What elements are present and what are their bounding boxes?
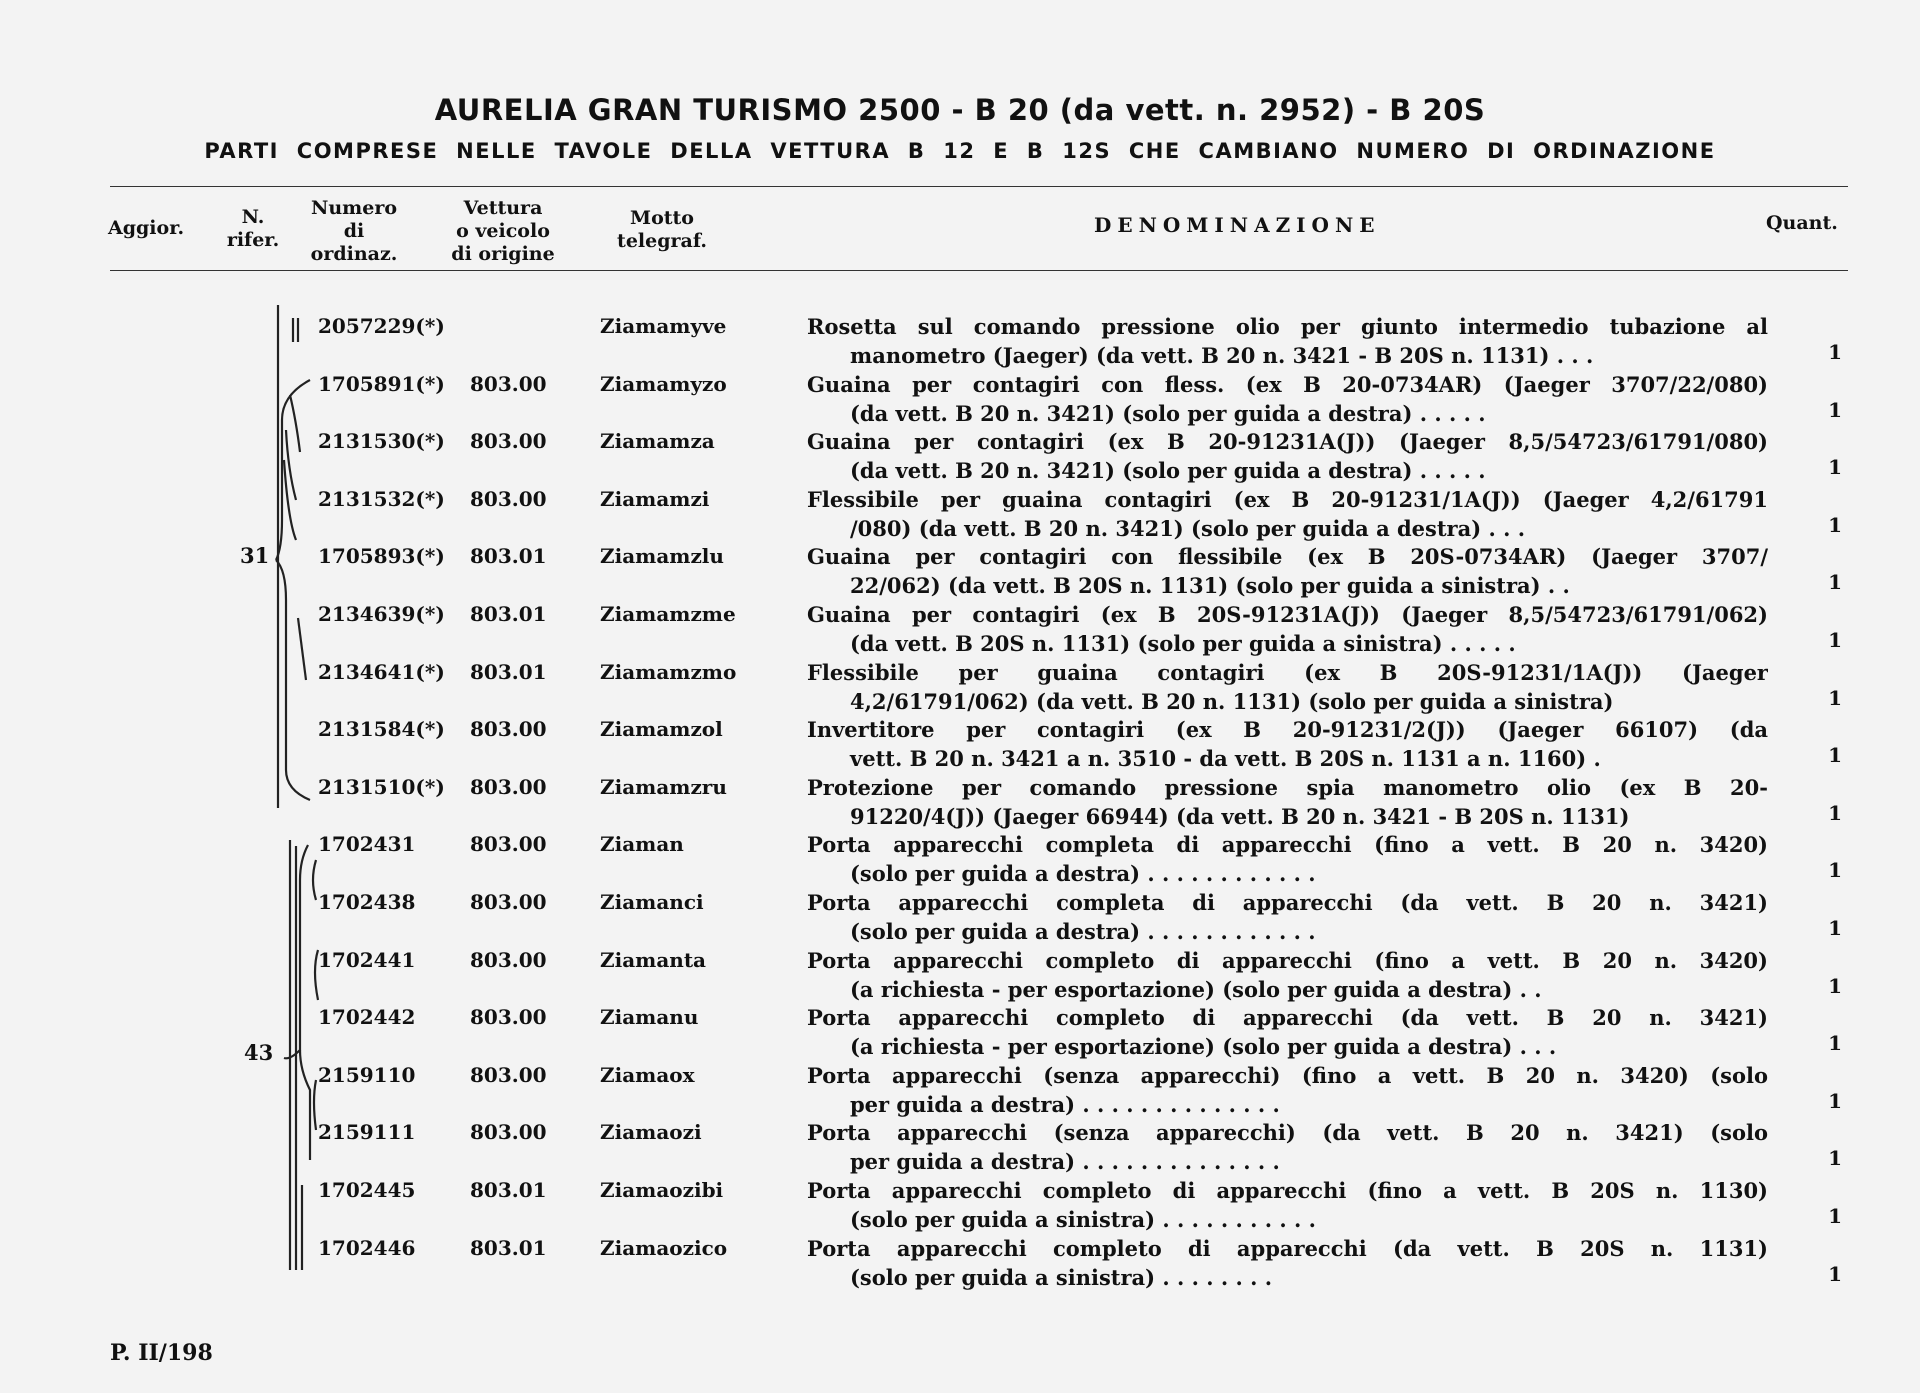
description xyxy=(807,312,1768,370)
header-denominazione: DENOMINAZIONE xyxy=(1094,213,1381,237)
quantity: 1 xyxy=(1828,397,1842,422)
telegraph-motto: Ziaman xyxy=(600,832,684,857)
telegraph-motto: Ziamanta xyxy=(600,947,707,972)
vehicle-origin: 803.01 xyxy=(470,659,547,684)
page-subtitle: PARTI COMPRESE NELLE TAVOLE DELLA VETTURA B 12 E B 12S CHE CAMBIANO NUMERO DI ORDINAZIONE xyxy=(204,139,1716,163)
telegraph-motto: Ziamaozibi xyxy=(600,1178,724,1202)
description xyxy=(807,888,1768,946)
description xyxy=(807,1003,1768,1061)
part-number: 1705891(*) xyxy=(318,371,445,396)
part-number: 2134641(*) xyxy=(318,659,445,684)
telegraph-motto: Ziamaox xyxy=(600,1062,695,1087)
quantity: 1 xyxy=(1828,1204,1842,1228)
description-line-2: 4,2/61791/062) (da vett. B 20 n. 1131) (solo per guida a sinistra) xyxy=(850,688,1614,714)
part-number: 2159110 xyxy=(318,1062,416,1087)
vehicle-origin: 803.00 xyxy=(470,1120,547,1145)
description-line-1: Protezione per comando pressione spia manometro olio (ex B 20- xyxy=(807,774,1768,800)
group-ref-43: 43 xyxy=(244,1040,274,1065)
vehicle-origin: 803.00 xyxy=(470,717,547,742)
vehicle-origin: 803.00 xyxy=(470,371,547,396)
vehicle-origin: 803.00 xyxy=(470,947,547,972)
header-aggior: Aggior. xyxy=(108,217,185,239)
quantity: 1 xyxy=(1828,1261,1842,1286)
description-line-1: Porta apparecchi (senza apparecchi) (da vett. B 20 n. 3421) (solo xyxy=(807,1120,1768,1146)
description-line-1: Porta apparecchi completo di apparecchi (fino a vett. B 20 n. 3420) xyxy=(807,947,1768,973)
header-quant: Quant. xyxy=(1766,212,1838,234)
description xyxy=(807,1118,1768,1176)
part-number: 1702438 xyxy=(318,890,416,914)
telegraph-motto: Ziamanu xyxy=(600,1005,699,1030)
page-number: P. II/198 xyxy=(110,1340,213,1366)
part-number: 2134639(*) xyxy=(318,602,445,626)
description xyxy=(807,1176,1768,1234)
description xyxy=(807,1234,1768,1292)
description xyxy=(807,1061,1768,1119)
vehicle-origin: 803.01 xyxy=(470,602,547,626)
description xyxy=(807,427,1768,485)
description-line-2: (da vett. B 20S n. 1131) (solo per guida a sinistra) . . . . . xyxy=(850,631,1516,656)
description xyxy=(807,600,1768,658)
description-line-2: per guida a destra) . . . . . . . . . . . . . . xyxy=(850,1091,1280,1117)
description-line-1: Guaina per contagiri con fless. (ex B 20-0734AR) (Jaeger 3707/22/080) xyxy=(807,371,1768,397)
description-line-1: Porta apparecchi completa di apparecchi (da vett. B 20 n. 3421) xyxy=(807,890,1768,915)
description-line-2: 91220/4(J)) (Jaeger 66944) (da vett. B 20 n. 3421 - B 20S n. 1131) xyxy=(850,803,1630,829)
description xyxy=(807,485,1768,543)
quantity: 1 xyxy=(1828,628,1842,652)
vehicle-origin: 803.01 xyxy=(470,1178,547,1202)
description xyxy=(807,370,1768,428)
part-number: 1702431 xyxy=(318,832,416,857)
part-number: 1702442 xyxy=(318,1005,416,1030)
part-number: 2057229(*) xyxy=(318,314,445,338)
description-line-2: (solo per guida a destra) . . . . . . . . . . . . xyxy=(850,919,1316,944)
description-line-1: Porta apparecchi completo di apparecchi (fino a vett. B 20S n. 1130) xyxy=(807,1178,1768,1203)
header-motto: Motto telegraf. xyxy=(617,207,707,252)
header-rifer: N. rifer. xyxy=(226,206,280,251)
vehicle-origin: 803.00 xyxy=(470,486,547,511)
description-line-2: manometro (Jaeger) (da vett. B 20 n. 3421 - B 20S n. 1131) . . . xyxy=(850,343,1594,368)
quantity: 1 xyxy=(1828,340,1842,364)
description xyxy=(807,946,1768,1004)
part-number: 2131530(*) xyxy=(318,429,445,454)
description xyxy=(807,658,1768,716)
part-number: 1705893(*) xyxy=(318,544,445,569)
quantity: 1 xyxy=(1828,570,1842,595)
telegraph-motto: Ziamamzmo xyxy=(600,659,737,684)
telegraph-motto: Ziamamyzo xyxy=(600,371,727,396)
description-line-2: per guida a destra) . . . . . . . . . . . . . . xyxy=(850,1149,1280,1175)
vehicle-origin: 803.00 xyxy=(470,890,547,914)
description-line-2: /080) (da vett. B 20 n. 3421) (solo per guida a destra) . . . xyxy=(850,515,1526,541)
group-ref-31: 31 xyxy=(240,543,270,568)
vehicle-origin: 803.01 xyxy=(470,1235,547,1260)
quantity: 1 xyxy=(1828,973,1842,998)
vehicle-origin: 803.00 xyxy=(470,1062,547,1087)
description-line-2: 22/062) (da vett. B 20S n. 1131) (solo per guida a sinistra) . . xyxy=(850,573,1570,599)
description-line-2: (solo per guida a destra) . . . . . . . . . . . . xyxy=(850,861,1316,887)
quantity: 1 xyxy=(1828,858,1842,883)
page-title: AURELIA GRAN TURISMO 2500 - B 20 (da vett. n. 2952) - B 20S xyxy=(434,93,1486,127)
quantity: 1 xyxy=(1828,1088,1842,1113)
part-number: 2131532(*) xyxy=(318,486,445,511)
vehicle-origin: 803.00 xyxy=(470,1005,547,1030)
telegraph-motto: Ziamamzlu xyxy=(600,544,724,569)
description-line-1: Guaina per contagiri (ex B 20S-91231A(J)) (Jaeger 8,5/54723/61791/062) xyxy=(807,602,1768,627)
telegraph-motto: Ziamamzme xyxy=(600,602,736,626)
telegraph-motto: Ziamaozico xyxy=(600,1235,728,1260)
vehicle-origin: 803.00 xyxy=(470,429,547,454)
telegraph-motto: Ziamamzol xyxy=(600,717,723,742)
description-line-1: Invertitore per contagiri (ex B 20-91231/2(J)) (Jaeger 66107) (da xyxy=(807,717,1768,743)
telegraph-motto: Ziamanci xyxy=(600,890,704,914)
description-line-1: Porta apparecchi completa di apparecchi (fino a vett. B 20 n. 3420) xyxy=(807,832,1768,858)
description-line-1: Porta apparecchi completo di apparecchi (da vett. B 20 n. 3421) xyxy=(807,1005,1768,1031)
quantity: 1 xyxy=(1828,1146,1842,1171)
description-line-2: (a richiesta - per esportazione) (solo per guida a destra) . . . xyxy=(850,1034,1557,1060)
description-line-1: Guaina per contagiri con flessibile (ex B 20S-0734AR) (Jaeger 3707/ xyxy=(807,544,1768,570)
description-line-2: (solo per guida a sinistra) . . . . . . . . xyxy=(850,1264,1273,1290)
description-line-1: Flessibile per guaina contagiri (ex B 20S-91231/1A(J)) (Jaeger xyxy=(807,659,1768,685)
description-line-1: Porta apparecchi completo di apparecchi (da vett. B 20S n. 1131) xyxy=(807,1235,1768,1261)
quantity: 1 xyxy=(1828,1031,1842,1056)
vehicle-origin: 803.00 xyxy=(470,774,547,799)
part-number: 2131510(*) xyxy=(318,774,445,799)
quantity: 1 xyxy=(1828,800,1842,825)
telegraph-motto: Ziamamzru xyxy=(600,774,727,799)
vehicle-origin: 803.00 xyxy=(470,832,547,857)
telegraph-motto: Ziamaozi xyxy=(600,1120,702,1145)
telegraph-motto: Ziamamzi xyxy=(600,486,710,511)
description-line-2: (da vett. B 20 n. 3421) (solo per guida a destra) . . . . . xyxy=(850,458,1486,484)
description-line-2: (da vett. B 20 n. 3421) (solo per guida a destra) . . . . . xyxy=(850,400,1486,426)
header-numero: Numero di ordinaz. xyxy=(310,197,398,265)
quantity: 1 xyxy=(1828,685,1842,710)
quantity: 1 xyxy=(1828,455,1842,480)
part-number: 2131584(*) xyxy=(318,717,445,742)
quantity: 1 xyxy=(1828,512,1842,537)
description-line-1: Guaina per contagiri (ex B 20-91231A(J)) (Jaeger 8,5/54723/61791/080) xyxy=(807,429,1768,455)
description xyxy=(807,542,1768,600)
quantity: 1 xyxy=(1828,743,1842,768)
description-line-2: vett. B 20 n. 3421 a n. 3510 - da vett. B 20S n. 1131 a n. 1160) . xyxy=(850,746,1601,772)
part-number: 1702441 xyxy=(318,947,416,972)
quantity: 1 xyxy=(1828,916,1842,940)
header-vettura: Vettura o veicolo di origine xyxy=(451,197,555,265)
part-number: 1702446 xyxy=(318,1235,416,1260)
description xyxy=(807,715,1768,773)
description xyxy=(807,830,1768,888)
part-number: 1702445 xyxy=(318,1178,416,1202)
description-line-2: (a richiesta - per esportazione) (solo per guida a destra) . . xyxy=(850,976,1542,1002)
description-line-2: (solo per guida a sinistra) . . . . . . . . . . . xyxy=(850,1207,1316,1232)
telegraph-motto: Ziamamyve xyxy=(600,314,727,338)
description xyxy=(807,773,1768,831)
description-line-1: Flessibile per guaina contagiri (ex B 20-91231/1A(J)) (Jaeger 4,2/61791 xyxy=(807,486,1768,512)
description-line-1: Rosetta sul comando pressione olio per giunto intermedio tubazione al xyxy=(807,314,1768,339)
part-number: 2159111 xyxy=(318,1120,416,1145)
vehicle-origin: 803.01 xyxy=(470,544,547,569)
description-line-1: Porta apparecchi (senza apparecchi) (fino a vett. B 20 n. 3420) (solo xyxy=(807,1062,1768,1088)
telegraph-motto: Ziamamza xyxy=(600,429,715,454)
